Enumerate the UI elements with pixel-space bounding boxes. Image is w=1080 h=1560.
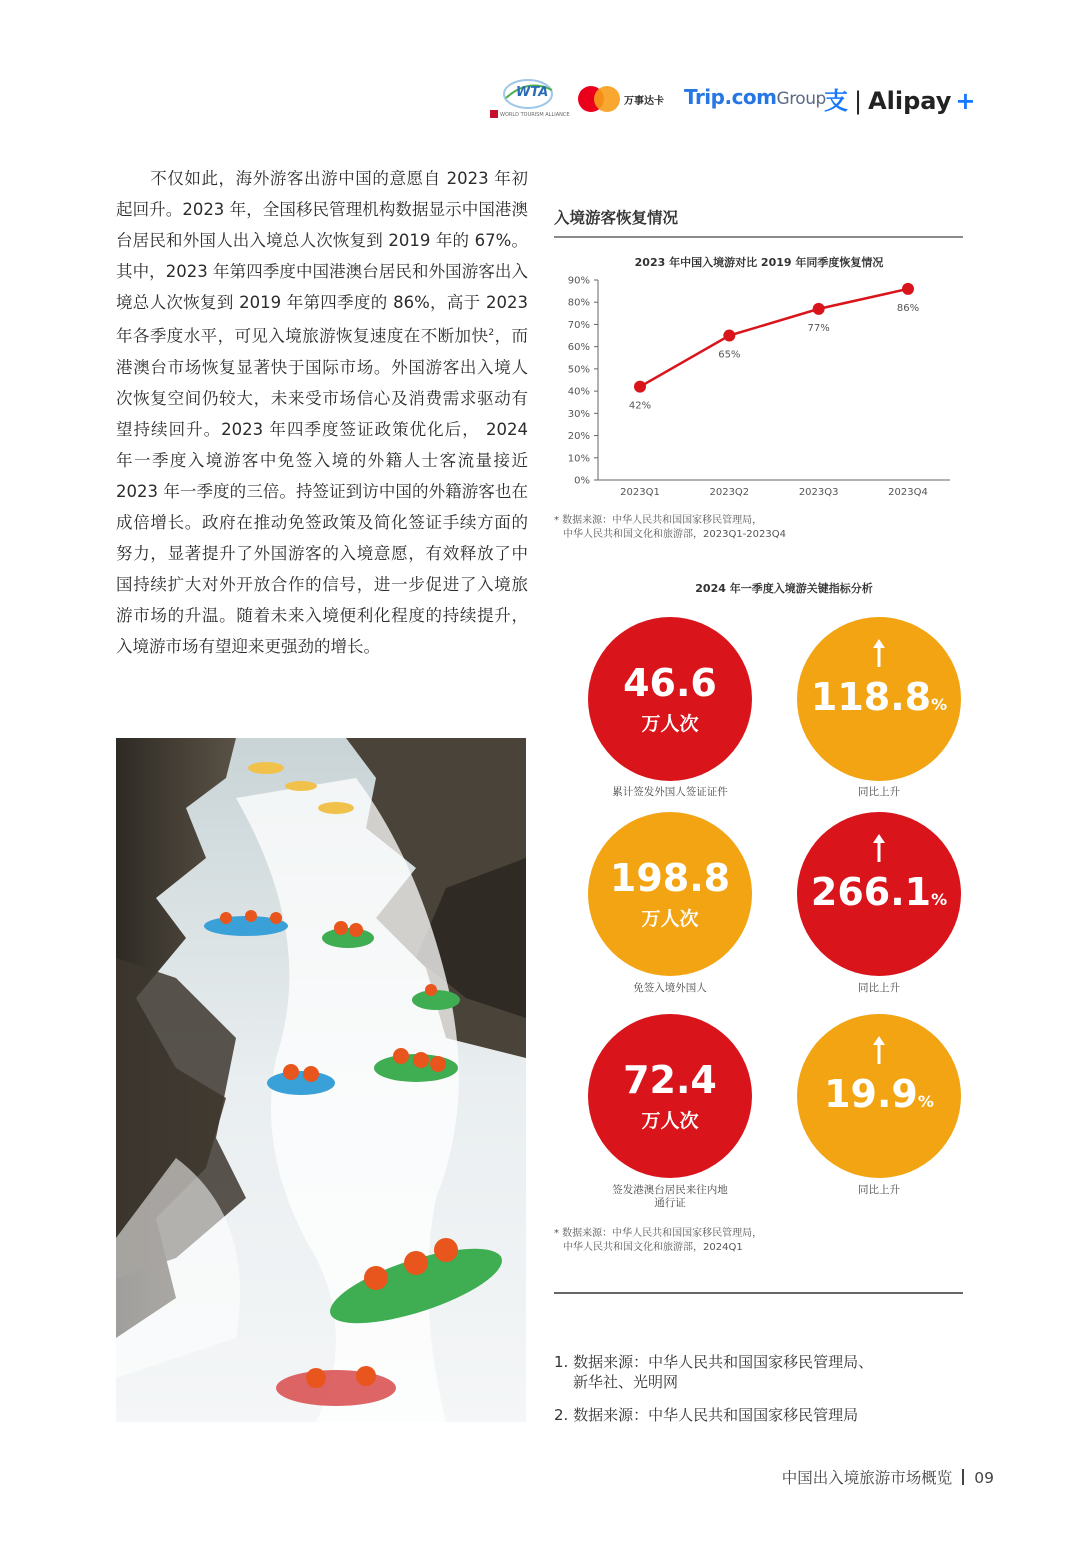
data-label: 65% bbox=[718, 349, 741, 361]
footnote-rule bbox=[554, 1292, 963, 1294]
kpi-value bbox=[797, 870, 961, 922]
arrow-up-icon bbox=[873, 1036, 885, 1064]
data-point bbox=[813, 303, 825, 315]
y-tick-label: 0% bbox=[574, 475, 590, 487]
y-tick-label: 50% bbox=[567, 364, 590, 376]
y-axis bbox=[568, 276, 598, 487]
wta-full-name: WORLD TOURISM ALLIANCE bbox=[500, 112, 570, 118]
source-line-1: * 数据来源：中华人民共和国国家移民管理局， bbox=[554, 1228, 763, 1239]
kpi-hmt-growth bbox=[797, 1014, 961, 1178]
trip-brand: Trip.com bbox=[684, 85, 777, 109]
kpi-unit: 万人次 bbox=[641, 1110, 699, 1132]
alipay-plus-icon: + bbox=[955, 87, 976, 115]
kpi-value: 46.6 bbox=[623, 661, 717, 705]
kpi-caption bbox=[570, 1184, 770, 1210]
x-tick-label: 2023Q1 bbox=[620, 487, 660, 498]
y-tick-label: 40% bbox=[567, 386, 590, 398]
data-label: 77% bbox=[807, 322, 830, 334]
footnote-1: 1. 数据来源：中华人民共和国国家移民管理局、 bbox=[554, 1353, 874, 1371]
alipay-mark-icon: 支 bbox=[824, 87, 848, 115]
chart-source-note bbox=[554, 514, 964, 542]
kpi-value bbox=[797, 1072, 961, 1124]
section-heading: 入境游客恢复情况 bbox=[554, 209, 679, 227]
report-title: 中国出入境旅游市场概览 bbox=[781, 1469, 953, 1487]
kpi-value: 72.4 bbox=[623, 1058, 717, 1102]
kpi-caption: 累计签发外国人签证证件 bbox=[612, 786, 728, 798]
kpi-caption: 同比上升 bbox=[858, 786, 900, 798]
kpi-caption: 同比上升 bbox=[858, 1184, 900, 1196]
kpi-unit: % bbox=[917, 1092, 934, 1111]
data-label: 42% bbox=[628, 400, 652, 412]
kpi-number: 19.9 bbox=[824, 1072, 918, 1116]
footnote-ref-2: 2 bbox=[488, 328, 495, 338]
y-tick-label: 90% bbox=[567, 275, 590, 287]
source-line-1: * 数据来源：中华人民共和国国家移民管理局， bbox=[554, 515, 763, 526]
chart-title: 2023 年中国入境游对比 2019 年同季度恢复情况 bbox=[634, 256, 884, 269]
y-tick-label: 70% bbox=[567, 319, 590, 331]
y-tick-label: 60% bbox=[567, 342, 590, 354]
footer-divider bbox=[962, 1469, 964, 1485]
alipay-name: Alipay bbox=[868, 87, 952, 115]
body-text-part1: 不仅如此，海外游客出游中国的意愿自 2023 年初起回升。2023 年，全国移民管理机构数据显示中国港澳台居民和外国人出入境总人次恢复到 2019 年的 67%。其中，2023 年第四季度中国港澳台居民和外国游客出入境总人次恢复到 2019 年第四季度的 86%，高于 2023 年各季度水平，可见入境旅游恢复速度在不断加快 bbox=[116, 169, 529, 346]
trip-group: Group bbox=[776, 89, 826, 109]
y-tick-label: 10% bbox=[567, 453, 590, 465]
kpi-unit: % bbox=[931, 695, 948, 714]
kpi-unit: 万人次 bbox=[641, 713, 699, 735]
kpi-number: 118.8 bbox=[810, 675, 932, 719]
kpi-source-note bbox=[554, 1227, 964, 1255]
alipay-logo: 支 | Alipay + bbox=[824, 87, 976, 115]
kpi-unit: 万人次 bbox=[641, 908, 699, 930]
kpi-hmt-permits bbox=[588, 1014, 752, 1178]
y-tick-label: 20% bbox=[567, 431, 590, 443]
rafting-photo bbox=[116, 738, 526, 1422]
x-tick-label: 2023Q4 bbox=[888, 487, 928, 498]
body-text-part2: ，而港澳台市场恢复显著快于国际市场。外国游客出入境人次恢复空间仍较大，未来受市场信心及消费需求驱动有望持续回升。2023 年四季度签证政策优化后， 2024 年一季度入境游客中免签入境的外籍人士客流量接近 2023 年一季度的三倍。持签证到访中国的外籍游客也在成倍增长。政府在推动免签政策及简化签证手续方面的努力，显著提升了外国游客的入境意愿，有效释放了中国持续扩大对外开放合作的信号，进一步促进了入境旅游市场的升温。随着未来入境便利化程度的持续提升，入境游市场有望迎来更强劲的增长。 bbox=[116, 326, 529, 656]
source-line-2: 中华人民共和国文化和旅游部，2023Q1-2023Q4 bbox=[563, 529, 786, 540]
kpi-visa-free bbox=[588, 812, 752, 976]
kpi-caption: 免签入境外国人 bbox=[633, 982, 707, 994]
page-number: 09 bbox=[974, 1469, 994, 1487]
kpi-caption-line1: 签发港澳台居民来往内地 bbox=[612, 1184, 728, 1196]
kpi-caption: 同比上升 bbox=[858, 982, 900, 994]
arrow-up-icon bbox=[873, 834, 885, 862]
kpi-unit: % bbox=[931, 890, 948, 909]
data-label: 86% bbox=[896, 302, 920, 314]
data-labels bbox=[629, 303, 919, 412]
data-point bbox=[634, 381, 646, 393]
x-tick-label: 2023Q3 bbox=[798, 487, 839, 498]
kpi-value bbox=[797, 675, 961, 727]
data-point bbox=[902, 283, 914, 295]
trip-logo bbox=[684, 85, 826, 109]
kpi-visa-free-growth bbox=[797, 812, 961, 976]
recovery-line-chart bbox=[554, 244, 964, 506]
mastercard-logo-icon bbox=[578, 86, 622, 112]
data-point bbox=[723, 330, 735, 342]
arrow-up-icon bbox=[873, 639, 885, 667]
footnote-2: 2. 数据来源：中华人民共和国国家移民管理局 bbox=[554, 1406, 859, 1424]
footnote-1-cont: 新华社、光明网 bbox=[573, 1373, 679, 1391]
x-axis bbox=[598, 480, 950, 498]
kpi-visa-growth bbox=[797, 617, 961, 781]
kpi-visa-issued bbox=[588, 617, 752, 781]
x-tick-label: 2023Q2 bbox=[709, 487, 750, 498]
data-points bbox=[634, 283, 914, 393]
y-tick-label: 30% bbox=[567, 408, 590, 420]
page-footer bbox=[782, 1466, 994, 1488]
kpi-number: 266.1 bbox=[810, 870, 932, 914]
partner-logos bbox=[488, 74, 978, 126]
kpi-value: 198.8 bbox=[609, 856, 731, 900]
body-paragraph bbox=[116, 163, 528, 662]
y-tick-label: 80% bbox=[567, 297, 590, 309]
heading-rule bbox=[554, 236, 963, 238]
series-line bbox=[640, 289, 908, 387]
mastercard-name: 万事达卡 bbox=[624, 96, 664, 107]
source-line-2: 中华人民共和国文化和旅游部，2024Q1 bbox=[563, 1242, 743, 1253]
kpi-caption-line2: 通行证 bbox=[654, 1197, 686, 1209]
kpi-title: 2024 年一季度入境游关键指标分析 bbox=[695, 582, 873, 595]
wta-abbr: WTA bbox=[516, 85, 549, 100]
